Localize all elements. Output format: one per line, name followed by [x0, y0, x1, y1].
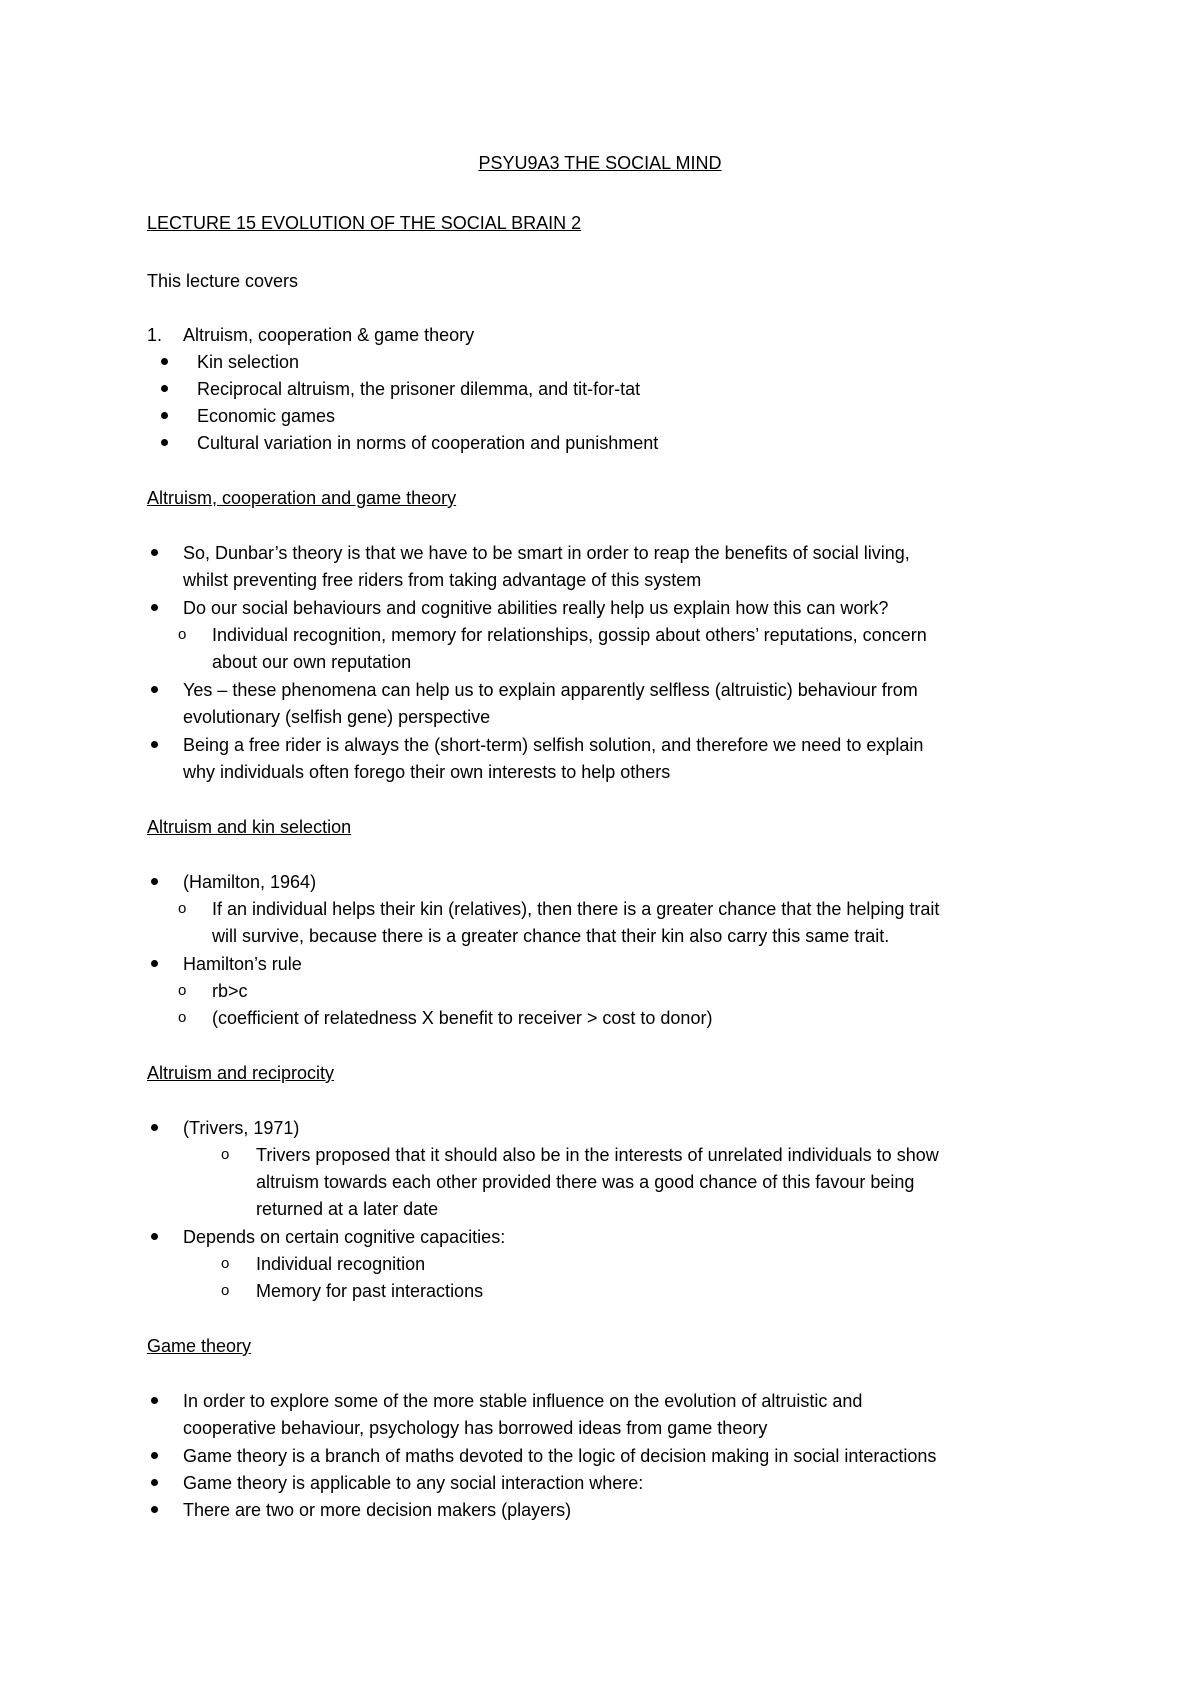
bullet-icon — [151, 1397, 158, 1404]
covers-item: Reciprocal altruism, the prisoner dilemma, and tit-for-tat — [197, 379, 641, 399]
section-line: about our own reputation — [212, 652, 412, 672]
section-line: (Trivers, 1971) — [183, 1118, 300, 1138]
section-line: Trivers proposed that it should also be in the interests of unrelated individuals to show — [256, 1145, 939, 1165]
covers-item: Kin selection — [197, 352, 300, 372]
section-line: There are two or more decision makers (players) — [183, 1500, 572, 1520]
sub-bullet-icon: o — [178, 900, 187, 917]
section-line: (coefficient of relatedness X benefit to receiver > cost to donor) — [212, 1008, 713, 1028]
bullet-icon — [151, 741, 158, 748]
sub-bullet-icon: o — [221, 1282, 230, 1299]
bullet-icon — [151, 1452, 158, 1459]
bullet-icon — [151, 686, 158, 693]
section-line: Memory for past interactions — [256, 1281, 484, 1301]
covers-item: Economic games — [197, 406, 336, 426]
bullet-icon — [151, 1233, 158, 1240]
section-line: In order to explore some of the more stable influence on the evolution of altruistic and — [183, 1391, 863, 1411]
sub-bullet-icon: o — [178, 626, 187, 643]
section-heading: Altruism and reciprocity — [147, 1063, 335, 1083]
sub-bullet-icon: o — [221, 1146, 230, 1163]
section-line: Yes – these phenomena can help us to explain apparently selfless (altruistic) behaviour from — [183, 680, 918, 700]
sub-bullet-icon: o — [221, 1255, 230, 1272]
bullet-icon — [151, 1479, 158, 1486]
bullet-icon — [151, 878, 158, 885]
bullet-icon — [161, 439, 168, 446]
section-line: altruism towards each other provided there was a good chance of this favour being — [256, 1172, 915, 1192]
section-line: evolutionary (selfish gene) perspective — [183, 707, 491, 727]
section-line: So, Dunbar’s theory is that we have to be smart in order to reap the benefits of social living, — [183, 543, 910, 563]
lecture-heading: LECTURE 15 EVOLUTION OF THE SOCIAL BRAIN 2 — [147, 213, 582, 233]
section-line: rb>c — [212, 981, 248, 1001]
bullet-icon — [151, 604, 158, 611]
section-heading: Altruism, cooperation and game theory — [147, 488, 457, 508]
bullet-icon — [151, 960, 158, 967]
section-line: Being a free rider is always the (short-term) selfish solution, and therefore we need to explain — [183, 735, 924, 755]
covers-item: Cultural variation in norms of cooperation and punishment — [197, 433, 659, 453]
bullet-icon — [151, 549, 158, 556]
section-line: (Hamilton, 1964) — [183, 872, 317, 892]
section-line: Depends on certain cognitive capacities: — [183, 1227, 506, 1247]
sub-bullet-icon: o — [178, 1009, 187, 1026]
section-line: Individual recognition, memory for relationships, gossip about others’ reputations, concern — [212, 625, 927, 645]
section-line: Individual recognition — [256, 1254, 426, 1274]
bullet-icon — [161, 412, 168, 419]
bullet-icon — [151, 1124, 158, 1131]
section-line: will survive, because there is a greater chance that their kin also carry this same trait. — [212, 926, 890, 946]
bullet-icon — [151, 1506, 158, 1513]
covers-number: 1. — [147, 325, 163, 345]
section-line: Hamilton’s rule — [183, 954, 302, 974]
section-line: Game theory is a branch of maths devoted to the logic of decision making in social interactions — [183, 1446, 937, 1466]
document-title: PSYU9A3 THE SOCIAL MIND — [478, 153, 722, 173]
section-line: Game theory is applicable to any social interaction where: — [183, 1473, 644, 1493]
section-line: If an individual helps their kin (relatives), then there is a greater chance that the helping trait — [212, 899, 940, 919]
section-heading: Game theory — [147, 1336, 252, 1356]
section-line: returned at a later date — [256, 1199, 439, 1219]
covers-main: Altruism, cooperation & game theory — [183, 325, 475, 345]
section-line: Do our social behaviours and cognitive abilities really help us explain how this can work? — [183, 598, 889, 618]
section-heading: Altruism and kin selection — [147, 817, 352, 837]
section-line: why individuals often forego their own interests to help others — [183, 762, 671, 782]
bullet-icon — [161, 385, 168, 392]
intro-text: This lecture covers — [147, 271, 299, 291]
section-line: cooperative behaviour, psychology has borrowed ideas from game theory — [183, 1418, 768, 1438]
bullet-icon — [161, 358, 168, 365]
section-line: whilst preventing free riders from taking advantage of this system — [183, 570, 702, 590]
sub-bullet-icon: o — [178, 982, 187, 999]
